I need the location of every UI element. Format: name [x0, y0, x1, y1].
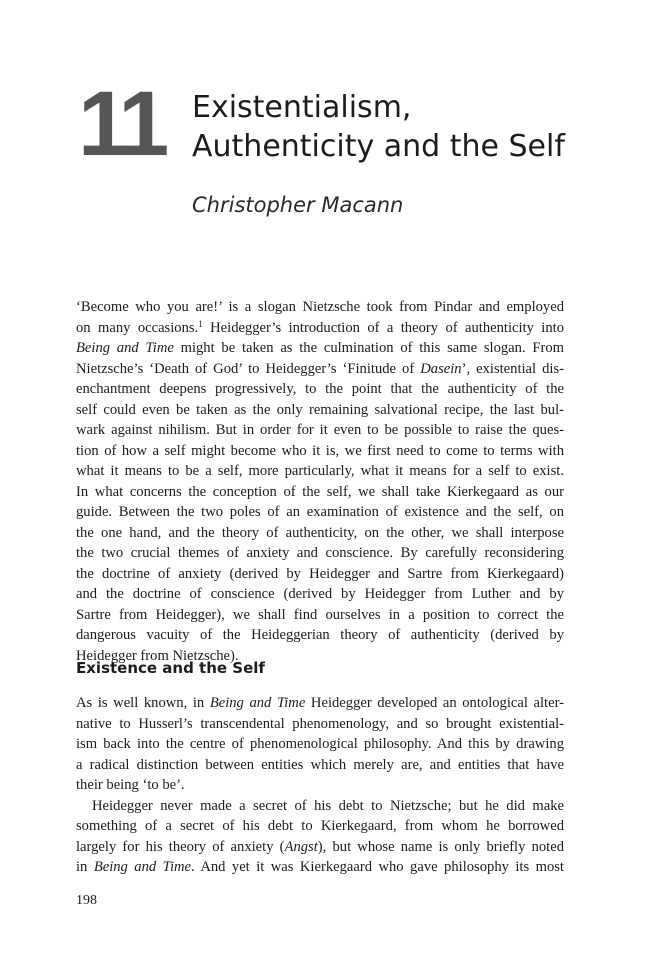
- text-line: Heidegger never made a secret of his debt to Nietzsche; but he did make: [92, 797, 564, 814]
- text-line: the two crucial themes of anxiety and conscience. By carefully reconsidering: [76, 545, 564, 561]
- term-italic: Angst: [284, 838, 318, 855]
- text-line: on many occasions.$^1$ Heidegger’s introduction of a theory of authenticity into: [76, 318, 565, 336]
- text-line: ism back into the centre of phenomenological philosophy. And this by drawing: [76, 736, 564, 752]
- text-line: In what concerns the conception of the self, we shall take Kierkegaard as our: [76, 483, 564, 500]
- text-line: in Being and Time. And yet it was Kierkegaard who gave philosophy its most: [76, 859, 564, 875]
- text-line: self could even be taken as the only remaining salvational recipe, the last bul-: [76, 401, 564, 418]
- page-number: 198: [76, 893, 97, 908]
- book-title-italic: Being and Time: [209, 695, 306, 711]
- chapter-title: [192, 88, 565, 166]
- text-line: tion of how a self might become who it is, we first need to come to terms with: [76, 442, 564, 459]
- text-line: Nietzsche’s ‘Death of God’ to Heidegger’s ‘Finitude of Dasein’, existential dis-: [76, 360, 564, 377]
- text-line: and the doctrine of conscience (derived by Heidegger from Luther and by: [76, 586, 564, 602]
- text-line: largely for his theory of anxiety (Angst), but whose name is only briefly noted: [76, 838, 564, 855]
- text-line: the one hand, and the theory of authenticity, on the other, we shall interpose: [76, 524, 564, 541]
- text-line: what it means to be a self, more particularly, what it means for a self to exist.: [76, 463, 564, 479]
- text-line: As is well known, in Being and Time Heidegger developed an ontological alter-: [76, 695, 564, 711]
- book-title-italic: Being and Time: [93, 859, 192, 875]
- text-line: something of a secret of his debt to Kierkegaard, from whom he borrowed: [76, 818, 564, 834]
- chapter-number: 11: [78, 73, 164, 175]
- text-line: ‘Become who you are!’ is a slogan Nietzsche took from Pindar and employed: [76, 299, 564, 315]
- text-line: Heidegger from Nietzsche).: [76, 647, 239, 664]
- section-heading: Existence and the Self: [76, 659, 265, 677]
- text-line: their being ‘to be’.: [76, 777, 185, 793]
- text-line: native to Husserl’s transcendental phenomenology, and so brought existential-: [76, 715, 564, 732]
- text-line: enchantment deepens progressively, to the point that the authenticity of the: [76, 381, 564, 397]
- chapter-title-line-1: Existentialism,: [192, 90, 412, 125]
- text-line: Sartre from Heidegger), we shall find ourselves in a position to correct the: [76, 606, 564, 623]
- text-line: Being and Time might be taken as the culmination of this same slogan. From: [76, 340, 564, 356]
- chapter-title-line-2: Authenticity and the Self: [192, 129, 565, 164]
- intro-paragraph: [76, 297, 564, 666]
- text-line: the doctrine of anxiety (derived by Heidegger and Sartre from Kierkegaard): [76, 565, 564, 582]
- book-title-italic: Being and Time: [76, 340, 174, 356]
- text-line: a radical distinction between entities which merely are, and entities that have: [76, 756, 564, 773]
- text-line: dangerous vacuity of the Heideggerian theory of authenticity (derived by: [76, 627, 564, 643]
- term-italic: Dasein: [420, 360, 462, 377]
- chapter-author: Christopher Macann: [192, 193, 404, 217]
- footnote-marker[interactable]: 1: [198, 318, 203, 329]
- text-line: wark against nihilism. But in order for it even to be possible to raise the ques-: [76, 422, 564, 438]
- text-line: guide. Between the two poles of an examination of existence and the self, on: [76, 504, 564, 520]
- section-paragraphs: [76, 693, 564, 878]
